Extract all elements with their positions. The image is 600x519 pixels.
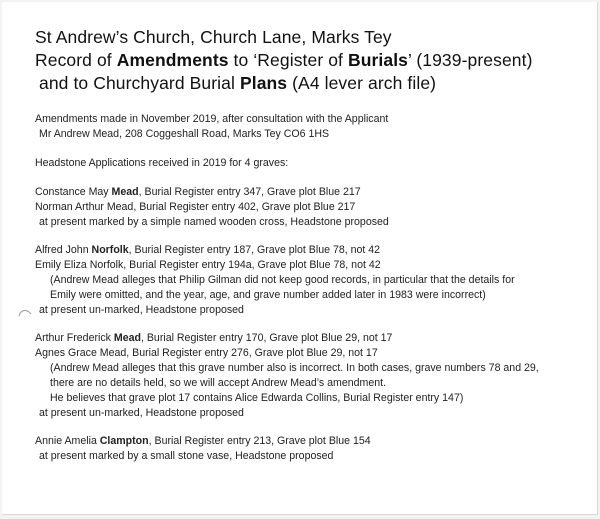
note-line: Emily were omitted, and the year, age, and grave number added later in 1983 were incorrect)	[50, 289, 486, 301]
grave-status: at present marked by a simple named wooden cross, Headstone proposed	[39, 216, 389, 228]
note-line: He believes that grave plot 17 contains Alice Edwarda Collins, Burial Register entry 147)	[50, 392, 464, 404]
title-plans-bold: Plans	[239, 73, 288, 93]
grave-group-4	[35, 434, 595, 464]
page-curl-mark-icon	[18, 308, 32, 318]
entry-text: , Burial Register entry 213, Grave plot Blue 154	[148, 435, 371, 447]
surname-bold: Norfolk	[91, 244, 129, 256]
document-page	[2, 2, 598, 515]
grave-status: at present un-marked, Headstone proposed	[39, 407, 244, 419]
entry-text: Arthur Frederick	[35, 332, 114, 344]
burial-entry	[35, 185, 595, 200]
entry-text: , Burial Register entry 187, Grave plot Blue 78, not 42	[128, 244, 381, 256]
note-line: (Andrew Mead alleges that this grave number also is incorrect. In both cases, grave numbers 78 and 29,	[50, 362, 539, 374]
intro-line-1: Amendments made in November 2019, after consultation with the Applicant	[35, 113, 389, 125]
title-amendments-bold: Amendments	[116, 50, 229, 70]
note-line: there are no details held, so we will accept Andrew Mead’s amendment.	[50, 377, 387, 389]
grave-group-1	[35, 185, 595, 230]
title-line-2	[35, 49, 533, 72]
burial-entry: Emily Eliza Norfolk, Burial Register entry 194a, Grave plot Blue 78, not 42	[35, 259, 381, 271]
grave-group-3	[35, 331, 595, 421]
title-line-3-text: and to Churchyard Burial	[39, 73, 240, 93]
entry-text: Alfred John	[35, 244, 92, 256]
document-title	[35, 26, 533, 95]
title-line-2-text: ’ (1939-present)	[408, 50, 533, 70]
surname-bold: Clampton	[99, 435, 149, 447]
note-line: (Andrew Mead alleges that Philip Gilman did not keep good records, in particular that the details for	[50, 274, 515, 286]
entry-text: , Burial Register entry 347, Grave plot Blue 217	[138, 186, 361, 198]
title-line-3	[35, 72, 533, 95]
title-line-1: St Andrew’s Church, Church Lane, Marks Tey	[35, 27, 392, 47]
burial-entry	[35, 243, 595, 258]
entry-text: Annie Amelia	[35, 435, 100, 447]
grave-status: at present un-marked, Headstone proposed	[39, 304, 244, 316]
title-line-3-text: (A4 lever arch file)	[287, 73, 437, 93]
applications-heading: Headstone Applications received in 2019 for 4 graves:	[35, 157, 289, 169]
applicant-address: Mr Andrew Mead, 208 Coggeshall Road, Marks Tey CO6 1HS	[39, 128, 330, 140]
title-line-2-text: to ‘Register of	[228, 50, 348, 70]
grave-status: at present marked by a small stone vase, Headstone proposed	[39, 450, 334, 462]
surname-bold: Mead	[111, 186, 139, 198]
title-burials-bold: Burials	[347, 50, 409, 70]
title-line-2-text: Record of	[35, 50, 117, 70]
burial-entry	[35, 331, 595, 346]
burial-entry	[35, 434, 595, 449]
document-body	[35, 112, 595, 464]
burial-entry: Norman Arthur Mead, Burial Register entry 402, Grave plot Blue 217	[35, 201, 356, 213]
entry-text: Constance May	[35, 186, 112, 198]
burial-entry: Agnes Grace Mead, Burial Register entry 276, Grave plot Blue 29, not 17	[35, 347, 378, 359]
surname-bold: Mead	[113, 332, 141, 344]
grave-group-2	[35, 243, 595, 318]
entry-text: , Burial Register entry 170, Grave plot Blue 29, not 17	[140, 332, 393, 344]
